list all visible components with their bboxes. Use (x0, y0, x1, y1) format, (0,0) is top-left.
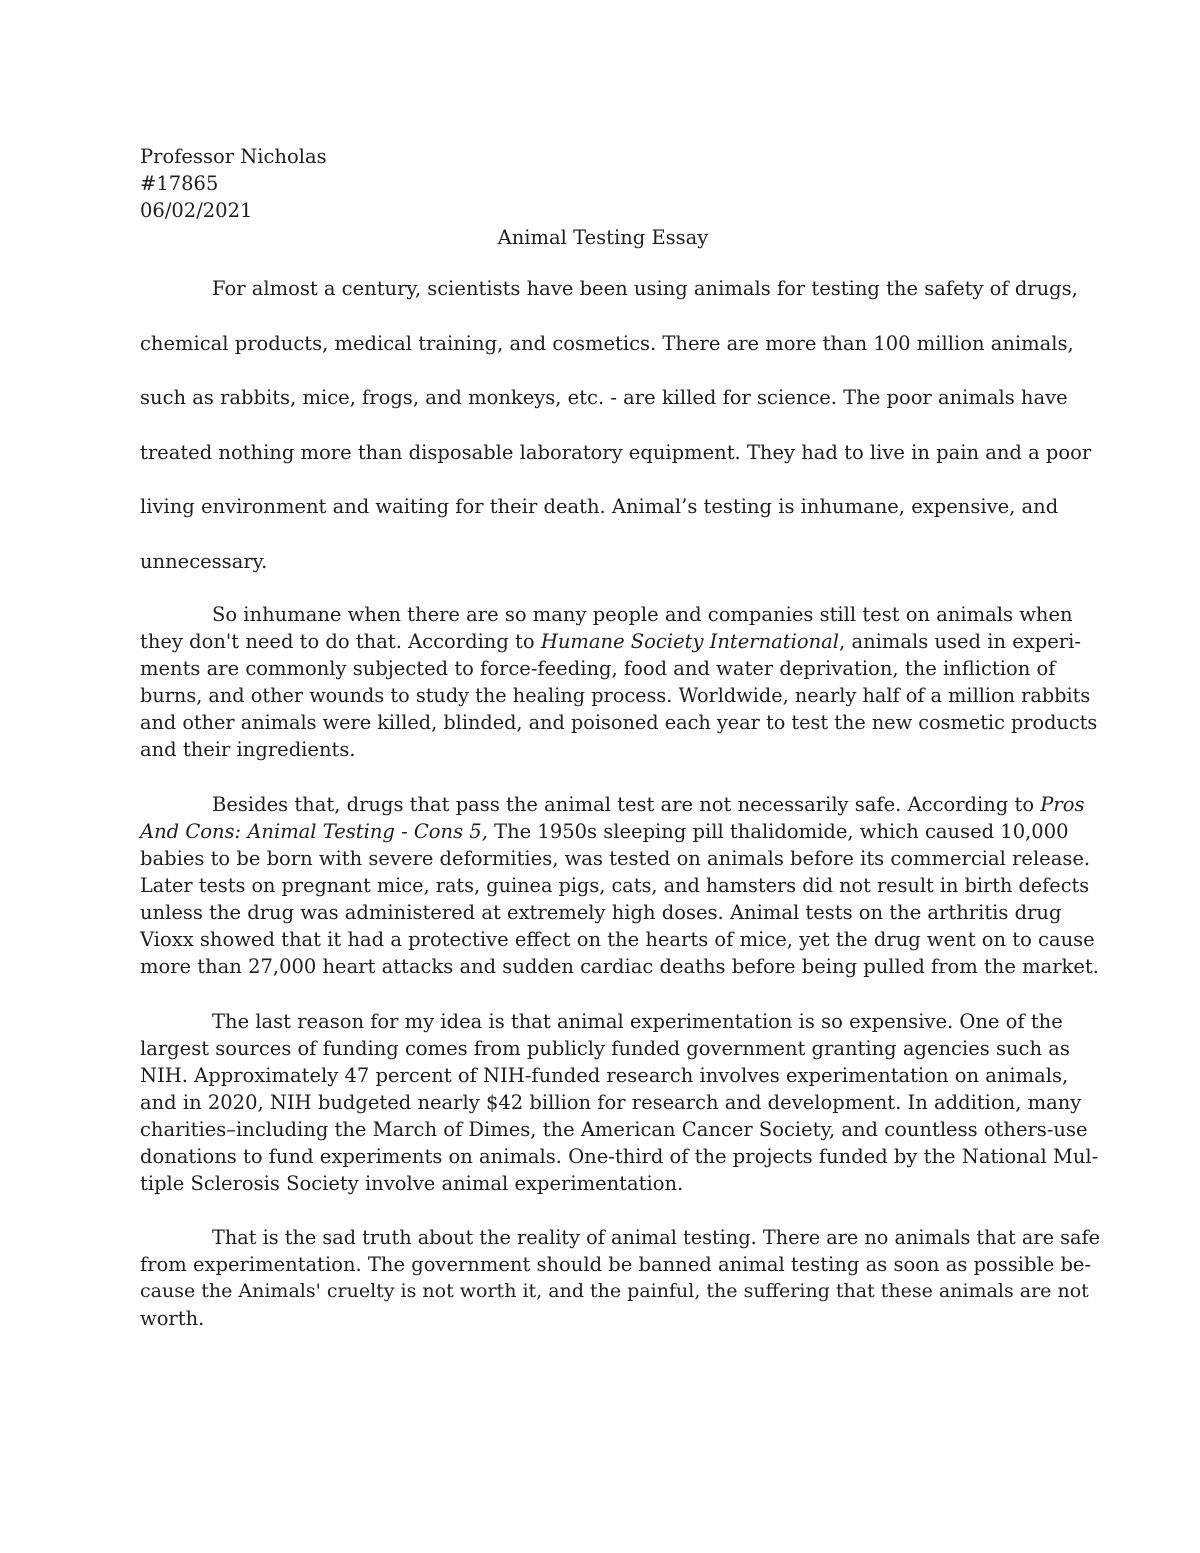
paragraph-line (140, 791, 1100, 818)
source-citation: Pros (1040, 793, 1085, 816)
paragraph-4 (140, 1008, 1100, 1197)
paragraph-line: donations to fund experiments on animals. One-third of the projects funded by the National Mul- (140, 1145, 1099, 1168)
paragraph-line: largest sources of funding comes from publicly funded government granting agencies such as (140, 1037, 1070, 1060)
text-run: Besides that, drugs that pass the animal test are not necessarily safe. According to (212, 793, 1041, 816)
paragraph-line: such as rabbits, mice, frogs, and monkeys, etc. - are killed for science. The poor animals have (140, 386, 1068, 409)
paragraph-5 (140, 1224, 1100, 1332)
paragraph-line: and in 2020, NIH budgeted nearly $42 billion for research and development. In addition, many (140, 1091, 1082, 1114)
paragraph-line: unless the drug was administered at extremely high doses. Animal tests on the arthritis drug (140, 901, 1062, 924)
paragraph-line: worth. (140, 1307, 205, 1330)
text-run: The 1950s sleeping pill thalidomide, which caused 10,000 (487, 820, 1069, 843)
paragraph-line: burns, and other wounds to study the healing process. Worldwide, nearly half of a million rabbits (140, 684, 1091, 707)
date: 06/02/2021 (140, 199, 253, 222)
paragraph-line: living environment and waiting for their death. Animal’s testing is inhumane, expensive, and (140, 495, 1059, 518)
paragraph-line: from experimentation. The government should be banned animal testing as soon as possible be- (140, 1253, 1092, 1276)
paragraph-2 (140, 601, 1100, 763)
paragraph-line: NIH. Approximately 47 percent of NIH-funded research involves experimentation on animals, (140, 1064, 1069, 1087)
paragraph-line: more than 27,000 heart attacks and sudden cardiac deaths before being pulled from the market. (140, 955, 1099, 978)
paragraph-line: Later tests on pregnant mice, rats, guinea pigs, cats, and hamsters did not result in birth defects (140, 874, 1090, 897)
essay-title: Animal Testing Essay (497, 226, 709, 249)
paragraph-line: unnecessary. (140, 549, 268, 573)
paragraph-line (140, 818, 1100, 845)
paragraph-3 (140, 791, 1100, 980)
paragraph-line (140, 628, 1100, 655)
paragraph-line: The last reason for my idea is that animal experimentation is so expensive. One of the (212, 1010, 1063, 1033)
paragraph-line: charities–including the March of Dimes, the American Cancer Society, and countless others-use (140, 1118, 1088, 1141)
paragraph-line: So inhumane when there are so many people and companies still test on animals when (212, 603, 1073, 626)
paragraph-line: Vioxx showed that it had a protective effect on the hearts of mice, yet the drug went on to cause (140, 928, 1095, 951)
paragraph-line: treated nothing more than disposable laboratory equipment. They had to live in pain and a poor (140, 440, 1092, 464)
paragraph-line: That is the sad truth about the reality of animal testing. There are no animals that are safe (212, 1226, 1100, 1249)
essay-title-wrap (0, 224, 1200, 251)
professor-name: Professor Nicholas (140, 145, 327, 168)
paragraph-line: cause the Animals' cruelty is not worth it, and the painful, the suffering that these animals are not (140, 1280, 1089, 1302)
paragraph-line: ments are commonly subjected to force-feeding, food and water deprivation, the infliction of (140, 657, 1056, 680)
paragraph-line: For almost a century, scientists have been using animals for testing the safety of drugs, (212, 277, 1078, 300)
paragraph-line: tiple Sclerosis Society involve animal experimentation. (140, 1172, 684, 1195)
paragraph-line: and their ingredients. (140, 738, 356, 761)
source-citation: And Cons: Animal Testing - Cons 5, (140, 820, 488, 843)
source-citation: Humane Society International (540, 630, 840, 653)
paragraph-line: chemical products, medical training, and cosmetics. There are more than 100 million animals, (140, 331, 1074, 355)
paragraph-line: and other animals were killed, blinded, and poisoned each year to test the new cosmetic products (140, 711, 1098, 734)
text-run: they don't need to do that. According to (140, 630, 541, 653)
id-number: #17865 (140, 172, 219, 195)
text-run: , animals used in experi- (839, 630, 1081, 653)
paragraph-1 (140, 262, 1100, 589)
paragraph-line: babies to be born with severe deformities, was tested on animals before its commercial release. (140, 847, 1091, 870)
